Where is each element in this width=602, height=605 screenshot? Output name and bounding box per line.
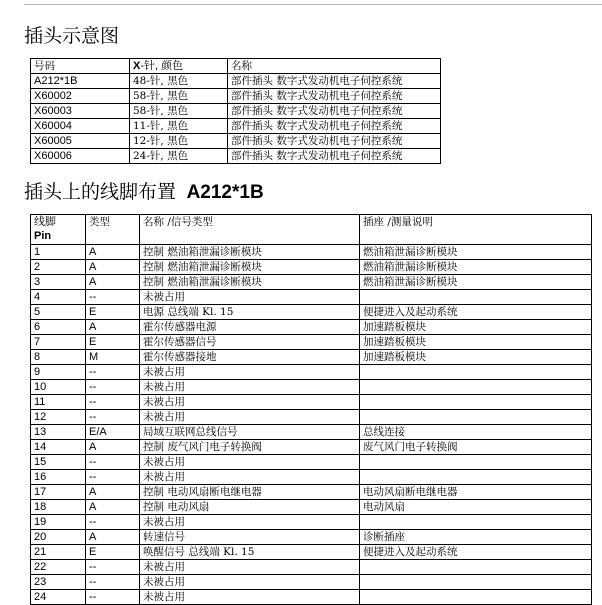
connector-name: 部件插头 数字式发动机电子伺控系统 [228, 74, 441, 89]
pin-type: E/A [86, 425, 140, 440]
pin-socket: 总线连接 [360, 425, 592, 440]
header-type: 类型 [86, 215, 140, 245]
pin-number: 9 [31, 365, 86, 380]
table-row [31, 470, 592, 485]
pin-signal-name: 控制 废气风门电子转换阀 [140, 440, 360, 455]
table-row [31, 365, 592, 380]
pin-type: -- [86, 590, 140, 605]
pin-signal-name: 控制 电动风扇 [140, 500, 360, 515]
pin-signal-name: 霍尔传感器电源 [140, 320, 360, 335]
pin-number: 21 [31, 545, 86, 560]
pin-type: E [86, 305, 140, 320]
table-header-row [31, 215, 592, 245]
connector-code: X60005 [31, 134, 130, 149]
pin-type: -- [86, 365, 140, 380]
pin-socket: 便捷进入及起动系统 [360, 305, 592, 320]
pin-type: -- [86, 290, 140, 305]
connector-name: 部件插头 数字式发动机电子伺控系统 [228, 134, 441, 149]
pin-signal-name: 未被占用 [140, 290, 360, 305]
pin-number: 12 [31, 410, 86, 425]
table-row [31, 575, 592, 590]
pin-socket [360, 470, 592, 485]
connector-pins: 12-针, 黑色 [130, 134, 228, 149]
connector-pins: 58-针, 黑色 [130, 89, 228, 104]
pin-signal-name: 霍尔传感器接地 [140, 350, 360, 365]
pin-type: -- [86, 560, 140, 575]
section2-title [24, 182, 264, 204]
header-pin [31, 215, 86, 245]
pin-socket [360, 290, 592, 305]
pin-number: 11 [31, 395, 86, 410]
pin-number: 13 [31, 425, 86, 440]
pin-type: -- [86, 395, 140, 410]
pin-type: M [86, 350, 140, 365]
pin-signal-name: 控制 电动风扇断电继电器 [140, 485, 360, 500]
table-row [31, 275, 592, 290]
pin-signal-name: 未被占用 [140, 470, 360, 485]
pin-type: -- [86, 470, 140, 485]
pin-type: E [86, 545, 140, 560]
pin-signal-name: 未被占用 [140, 365, 360, 380]
pin-socket: 燃油箱泄漏诊断模块 [360, 275, 592, 290]
pin-number: 4 [31, 290, 86, 305]
pin-signal-name: 唤醒信号 总线端 Kl. 15 [140, 545, 360, 560]
connector-code: A212*1B [31, 74, 130, 89]
pin-signal-name: 未被占用 [140, 590, 360, 605]
pin-signal-name: 未被占用 [140, 380, 360, 395]
header-pins-x: X [133, 60, 141, 72]
table-row [31, 350, 592, 365]
pin-signal-name: 未被占用 [140, 395, 360, 410]
pin-signal-name: 未被占用 [140, 515, 360, 530]
pin-type: A [86, 320, 140, 335]
table-row [31, 74, 441, 89]
table-row [31, 335, 592, 350]
pin-number: 14 [31, 440, 86, 455]
pin-number: 3 [31, 275, 86, 290]
section2-title-code: A212*1B [186, 182, 264, 203]
pin-type: A [86, 530, 140, 545]
pin-signal-name: 控制 燃油箱泄漏诊断模块 [140, 275, 360, 290]
pin-socket: 诊断插座 [360, 530, 592, 545]
pin-socket [360, 590, 592, 605]
table-row [31, 440, 592, 455]
pin-number: 19 [31, 515, 86, 530]
pin-type: -- [86, 515, 140, 530]
header-code: 号码 [31, 59, 130, 74]
connector-name: 部件插头 数字式发动机电子伺控系统 [228, 104, 441, 119]
header-pins [130, 59, 228, 74]
pin-signal-name: 控制 燃油箱泄漏诊断模块 [140, 245, 360, 260]
table-row [31, 89, 441, 104]
header-pin-cn: 线脚 [34, 216, 56, 228]
table-row [31, 260, 592, 275]
table-header-row [31, 59, 441, 74]
pin-socket: 加速踏板模块 [360, 335, 592, 350]
pin-socket: 加速踏板模块 [360, 350, 592, 365]
pin-type: E [86, 335, 140, 350]
pin-number: 1 [31, 245, 86, 260]
connector-pins: 11-针, 黑色 [130, 119, 228, 134]
connector-pins: 48-针, 黑色 [130, 74, 228, 89]
pin-socket: 燃油箱泄漏诊断模块 [360, 260, 592, 275]
table-row [31, 545, 592, 560]
pin-socket [360, 380, 592, 395]
pin-number: 7 [31, 335, 86, 350]
pin-socket [360, 395, 592, 410]
table-row [31, 455, 592, 470]
pin-number: 10 [31, 380, 86, 395]
table-row [31, 530, 592, 545]
pin-type: A [86, 440, 140, 455]
pin-socket [360, 560, 592, 575]
pin-signal-name: 控制 燃油箱泄漏诊断模块 [140, 260, 360, 275]
table-row [31, 245, 592, 260]
connector-pins: 24-针, 黑色 [130, 149, 228, 164]
pin-number: 18 [31, 500, 86, 515]
connector-name: 部件插头 数字式发动机电子伺控系统 [228, 119, 441, 134]
pin-signal-name: 电源 总线端 Kl. 15 [140, 305, 360, 320]
pin-socket: 电动风扇断电继电器 [360, 485, 592, 500]
pin-number: 16 [31, 470, 86, 485]
connector-pins: 58-针, 黑色 [130, 104, 228, 119]
pin-socket: 电动风扇 [360, 500, 592, 515]
table-row [31, 290, 592, 305]
connector-code: X60004 [31, 119, 130, 134]
pin-socket [360, 575, 592, 590]
pin-number: 8 [31, 350, 86, 365]
pin-number: 2 [31, 260, 86, 275]
table-row [31, 410, 592, 425]
pin-number: 15 [31, 455, 86, 470]
pin-number: 22 [31, 560, 86, 575]
table-row [31, 149, 441, 164]
pin-socket: 燃油箱泄漏诊断模块 [360, 245, 592, 260]
connector-code: X60006 [31, 149, 130, 164]
header-pin-en: Pin [34, 230, 52, 242]
pin-type: -- [86, 455, 140, 470]
pin-signal-name: 未被占用 [140, 575, 360, 590]
table-row [31, 425, 592, 440]
pin-type: A [86, 275, 140, 290]
connector-name: 部件插头 数字式发动机电子伺控系统 [228, 149, 441, 164]
pin-signal-name: 未被占用 [140, 560, 360, 575]
connector-name: 部件插头 数字式发动机电子伺控系统 [228, 89, 441, 104]
header-socket: 插座 /测量说明 [360, 215, 592, 245]
pin-number: 6 [31, 320, 86, 335]
pin-signal-name: 未被占用 [140, 410, 360, 425]
pin-type: -- [86, 410, 140, 425]
pin-assignment-table [30, 214, 592, 605]
pin-type: A [86, 485, 140, 500]
table-row [31, 305, 592, 320]
pin-type: A [86, 500, 140, 515]
connector-overview-table [30, 58, 441, 164]
pin-type: A [86, 245, 140, 260]
pin-number: 17 [31, 485, 86, 500]
pin-number: 24 [31, 590, 86, 605]
pin-socket: 废气风门电子转换阀 [360, 440, 592, 455]
table-row [31, 395, 592, 410]
table-row [31, 320, 592, 335]
connector-code: X60003 [31, 104, 130, 119]
table-row [31, 500, 592, 515]
header-signal-name: 名称 /信号类型 [140, 215, 360, 245]
connector-code: X60002 [31, 89, 130, 104]
table-row [31, 119, 441, 134]
table-row [31, 560, 592, 575]
section2-title-prefix: 插头上的线脚布置 [24, 182, 177, 203]
pin-signal-name: 转速信号 [140, 530, 360, 545]
pin-number: 23 [31, 575, 86, 590]
pin-signal-name: 局域互联网总线信号 [140, 425, 360, 440]
top-divider [24, 4, 602, 5]
table-row [31, 134, 441, 149]
header-pins-rest: -针, 颜色 [140, 60, 184, 72]
pin-signal-name: 未被占用 [140, 455, 360, 470]
table-row [31, 104, 441, 119]
section1-title: 插头示意图 [24, 26, 120, 47]
pin-type: -- [86, 575, 140, 590]
table-row [31, 590, 592, 605]
pin-type: A [86, 260, 140, 275]
table-row [31, 485, 592, 500]
table-row [31, 515, 592, 530]
pin-socket [360, 410, 592, 425]
pin-socket [360, 515, 592, 530]
pin-socket: 便捷进入及起动系统 [360, 545, 592, 560]
pin-socket [360, 455, 592, 470]
pin-signal-name: 霍尔传感器信号 [140, 335, 360, 350]
pin-number: 20 [31, 530, 86, 545]
header-name: 名称 [228, 59, 441, 74]
pin-type: -- [86, 380, 140, 395]
pin-socket: 加速踏板模块 [360, 320, 592, 335]
table-row [31, 380, 592, 395]
pin-socket [360, 365, 592, 380]
pin-number: 5 [31, 305, 86, 320]
